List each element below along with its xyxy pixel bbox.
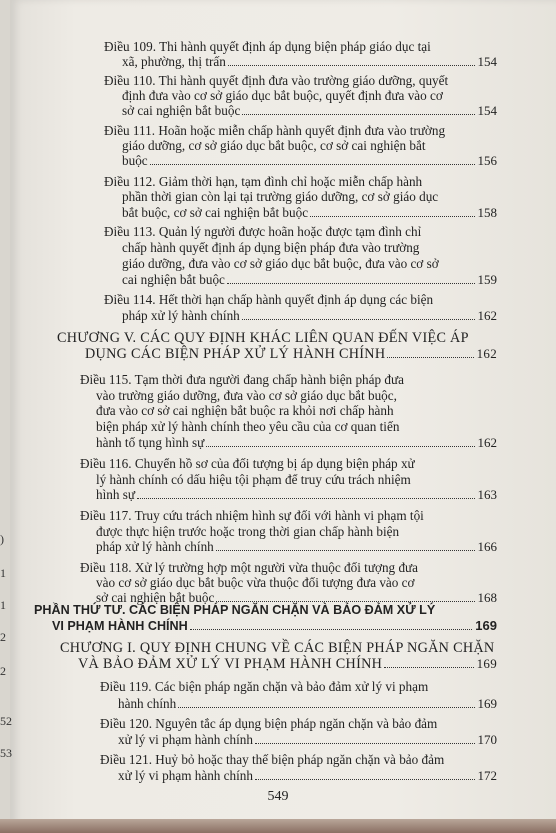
toc-entry-title: hành tố tụng hình sự (96, 435, 205, 450)
dot-leader (216, 550, 475, 551)
dot-leader (255, 743, 475, 744)
part-heading: VI PHẠM HÀNH CHÍNH (52, 619, 188, 633)
toc-page-number: 162 (477, 308, 497, 323)
margin-mark: ) (0, 532, 4, 546)
toc-page-number: 159 (477, 272, 497, 287)
toc-page-number: 162 (476, 346, 497, 361)
table-surface (0, 819, 556, 833)
toc-page-number: 154 (477, 103, 497, 118)
toc-entry-title: cai nghiện bắt buộc (122, 272, 225, 287)
toc-entry-title: Điều 119. Các biện pháp ngăn chặn và bảo đảm xử lý vi phạm (100, 679, 429, 694)
dot-leader (255, 779, 475, 780)
dot-leader (384, 667, 473, 668)
toc-page-number: 172 (477, 768, 497, 783)
dot-leader (137, 498, 474, 499)
dot-leader (178, 707, 474, 708)
toc-entry-title: chấp hành quyết định áp dụng biện pháp đưa vào trường (122, 240, 420, 255)
toc-entry-title: Điều 121. Huỷ bỏ hoặc thay thế biện pháp ngăn chặn và bảo đảm (100, 752, 445, 767)
toc-page-number: 169 (476, 656, 497, 671)
toc-page-number: 162 (477, 435, 497, 450)
toc-entry-title: xã, phường, thị trấn (122, 54, 226, 69)
toc-entry-title: Điều 111. Hoãn hoặc miễn chấp hành quyết định đưa vào trường (104, 123, 446, 138)
toc-entry-title: đưa vào cơ sở cai nghiện bắt buộc ra khỏi nơi chấp hành (96, 403, 394, 418)
dot-leader (242, 114, 474, 115)
toc-entry-title: hành chính (118, 696, 177, 711)
toc-entry-title: Điều 109. Thi hành quyết định áp dụng biện pháp giáo dục tại (104, 39, 431, 54)
toc-entry-title: pháp xử lý hành chính (96, 539, 214, 554)
toc-page-number: 169 (475, 618, 497, 633)
dot-leader (150, 164, 475, 165)
toc-entry-title: định đưa vào cơ sở giáo dục bắt buộc, quyết định đưa vào cơ (122, 88, 443, 103)
chapter-heading: VÀ BẢO ĐẢM XỬ LÝ VI PHẠM HÀNH CHÍNH (78, 656, 383, 672)
toc-entry-title: pháp xử lý hành chính (122, 308, 240, 323)
toc-page-number: 168 (477, 590, 497, 605)
toc-entry-title: Điều 115. Tạm thời đưa người đang chấp hành biện pháp đưa (80, 372, 404, 387)
toc-entry-title: Điều 120. Nguyên tắc áp dụng biện pháp ngăn chặn và bảo đảm (100, 716, 438, 731)
toc-entry-title: phần thời gian còn lại tại trường giáo dưỡng, cơ sở giáo dục (122, 189, 439, 204)
toc-entry-title: Điều 116. Chuyển hồ sơ của đối tượng bị áp dụng biện pháp xử (80, 456, 415, 471)
toc-entry-title: vào cơ sở giáo dục bắt buộc vừa thuộc đối tượng đưa vào cơ (96, 575, 415, 590)
toc-page-number: 163 (477, 487, 497, 502)
dot-leader (190, 629, 473, 630)
toc-entry-title: buộc (122, 153, 148, 168)
toc-page-number: 166 (477, 539, 497, 554)
dot-leader (310, 216, 474, 217)
margin-mark: 53 (0, 746, 12, 760)
toc-entry-title: xử lý vi phạm hành chính (118, 732, 253, 747)
margin-mark: 1 (0, 598, 6, 612)
toc-page-number: 169 (477, 696, 497, 711)
toc-entry-title: Điều 113. Quản lý người được hoãn hoặc được tạm đình chỉ (104, 224, 422, 239)
toc-entry-title: Điều 114. Hết thời hạn chấp hành quyết định áp dụng các biện (104, 292, 434, 307)
toc-entry-title: được thực hiện trước hoặc trong thời gian chấp hành biện (96, 524, 400, 539)
toc-page-number: 158 (477, 205, 497, 220)
chapter-heading: DỤNG CÁC BIỆN PHÁP XỬ LÝ HÀNH CHÍNH (85, 346, 386, 362)
dot-leader (242, 319, 475, 320)
dot-leader (228, 65, 475, 66)
dot-leader (227, 283, 475, 284)
toc-entry-title: Điều 118. Xử lý trường hợp một người vừa thuộc đối tượng đưa (80, 560, 419, 575)
toc-entry-title: sở cai nghiện bắt buộc (96, 590, 215, 605)
toc-page-number: 156 (477, 153, 497, 168)
dot-leader (206, 446, 474, 447)
margin-mark: 2 (0, 664, 6, 678)
toc-entry-title: Điều 117. Truy cứu trách nhiệm hình sự đối với hành vi phạm tội (80, 508, 424, 523)
toc-entry-title: giáo dưỡng, cơ sở giáo dục bắt buộc, cơ sở cai nghiện bắt (122, 138, 426, 153)
dot-leader (387, 357, 473, 358)
toc-entry-title: bắt buộc, cơ sở cai nghiện bắt buộc (122, 205, 309, 220)
margin-mark: 52 (0, 714, 12, 728)
toc-entry-title: hình sự (96, 487, 136, 502)
toc-entry-title: giáo dưỡng, đưa vào cơ sở giáo dục bắt buộc, đưa vào cơ sở (122, 256, 439, 271)
toc-entry-title: Điều 112. Giảm thời hạn, tạm đình chỉ hoặc miễn chấp hành (104, 174, 423, 189)
toc-entry-title: xử lý vi phạm hành chính (118, 768, 253, 783)
toc-entry-title: vào trường giáo dưỡng, đưa vào cơ sở giáo dục bắt buộc, (96, 388, 397, 403)
toc-entry-title: Điều 110. Thi hành quyết định đưa vào trường giáo dưỡng, quyết (104, 73, 449, 88)
chapter-heading: CHƯƠNG V. CÁC QUY ĐỊNH KHÁC LIÊN QUAN ĐẾN VIỆC ÁP (57, 330, 469, 346)
page-number: 549 (267, 789, 289, 804)
part-heading: PHẦN THỨ TƯ. CÁC BIỆN PHÁP NGĂN CHẶN VÀ BẢO ĐẢM XỬ LÝ (34, 603, 436, 617)
margin-mark: 2 (0, 630, 6, 644)
chapter-heading: CHƯƠNG I. QUY ĐỊNH CHUNG VỀ CÁC BIỆN PHÁP NGĂN CHẶN (60, 640, 495, 656)
toc-page-number: 170 (477, 732, 497, 747)
margin-mark: 1 (0, 566, 6, 580)
toc-entry-title: sở cai nghiện bắt buộc (122, 103, 241, 118)
toc-entry-title: lý hành chính có dấu hiệu tội phạm để truy cứu trách nhiệm (96, 472, 411, 487)
toc-page-number: 154 (477, 54, 497, 69)
toc-entry-title: biện pháp xử lý hành chính theo yêu cầu của cơ quan tiến (96, 419, 400, 434)
